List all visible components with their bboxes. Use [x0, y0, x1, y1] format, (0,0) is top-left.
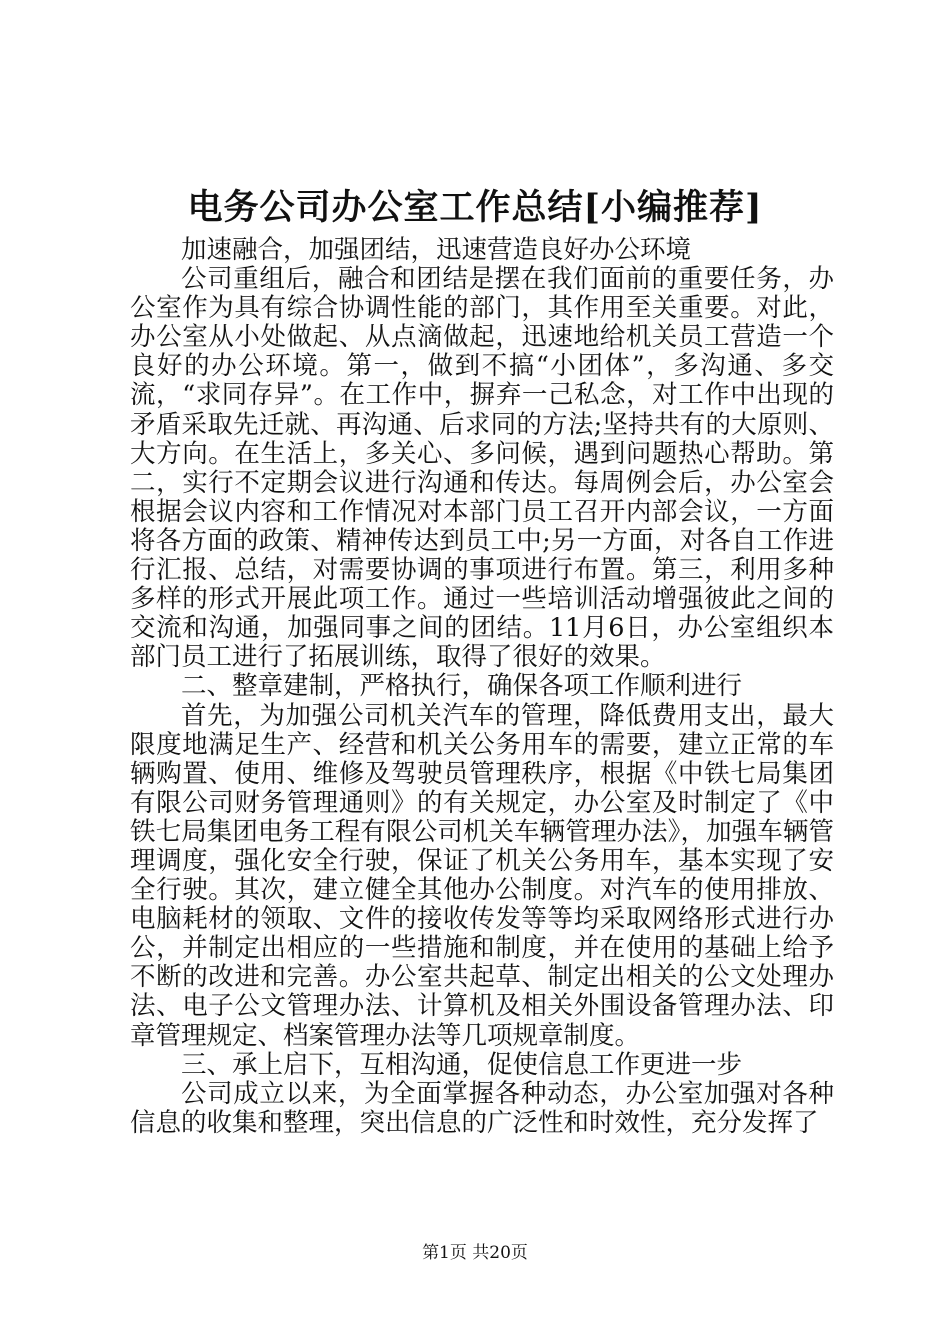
- body-paragraph: 首先，为加强公司机关汽车的管理，降低费用支出，最大限度地满足生产、经营和机关公务用车的需要，建立正常的车辆购置、使用、维修及驾驶员管理秩序，根据《中铁七局集团有限公司财务管理通则》的有关规定，办公室及时制定了《中铁七局集团电务工程有限公司机关车辆管理办法》，加强车辆管理调度，强化安全行驶，保证了机关公务用车，基本实现了安全行驶。其次，建立健全其他办公制度。对汽车的使用排放、电脑耗材的领取、文件的接收传发等等均采取网络形式进行办公，并制定出相应的一些措施和制度，并在使用的基础上给予不断的改进和完善。办公室共起草、制定出相关的公文处理办法、电子公文管理办法、计算机及相关外围设备管理办法、印章管理规定、档案管理办法等几项规章制度。: [130, 700, 834, 1051]
- body-paragraph: 公司重组后，融合和团结是摆在我们面前的重要任务，办公室作为具有综合协调性能的部门，其作用至关重要。对此，办公室从小处做起、从点滴做起，迅速地给机关员工营造一个良好的办公环境。第一，做到不搞“小团体”，多沟通、多交流，“求同存异”。在工作中，摒弃一己私念，对工作中出现的矛盾采取先迁就、再沟通、后求同的方法;坚持共有的大原则、大方向。在生活上，多关心、多问候，遇到问题热心帮助。第二，实行不定期会议进行沟通和传达。每周例会后，办公室会根据会议内容和工作情况对本部门员工召开内部会议，一方面将各方面的政策、精神传达到员工中;另一方面，对各自工作进行汇报、总结，对需要协调的事项进行布置。第三，利用多种多样的形式开展此项工作。通过一些培训活动增强彼此之间的交流和沟通，加强同事之间的团结。11月6日，办公室组织本部门员工进行了拓展训练，取得了很好的效果。: [130, 264, 834, 673]
- page-footer: 第1页 共20页: [422, 1243, 528, 1263]
- section-heading: 二、整章建制，严格执行，确保各项工作顺利进行: [181, 671, 743, 702]
- body-paragraph: 公司成立以来，为全面掌握各种动态，办公室加强对各种信息的收集和整理，突出信息的广泛性和时效性，充分发挥了: [130, 1078, 834, 1138]
- section-heading: 加速融合，加强团结，迅速营造良好办公环境: [181, 235, 692, 265]
- document-body: [130, 236, 834, 1138]
- section-heading: 三、承上启下，互相沟通，促使信息工作更进一步: [181, 1049, 743, 1080]
- document-title: 电务公司办公室工作总结[小编推荐]: [187, 187, 763, 228]
